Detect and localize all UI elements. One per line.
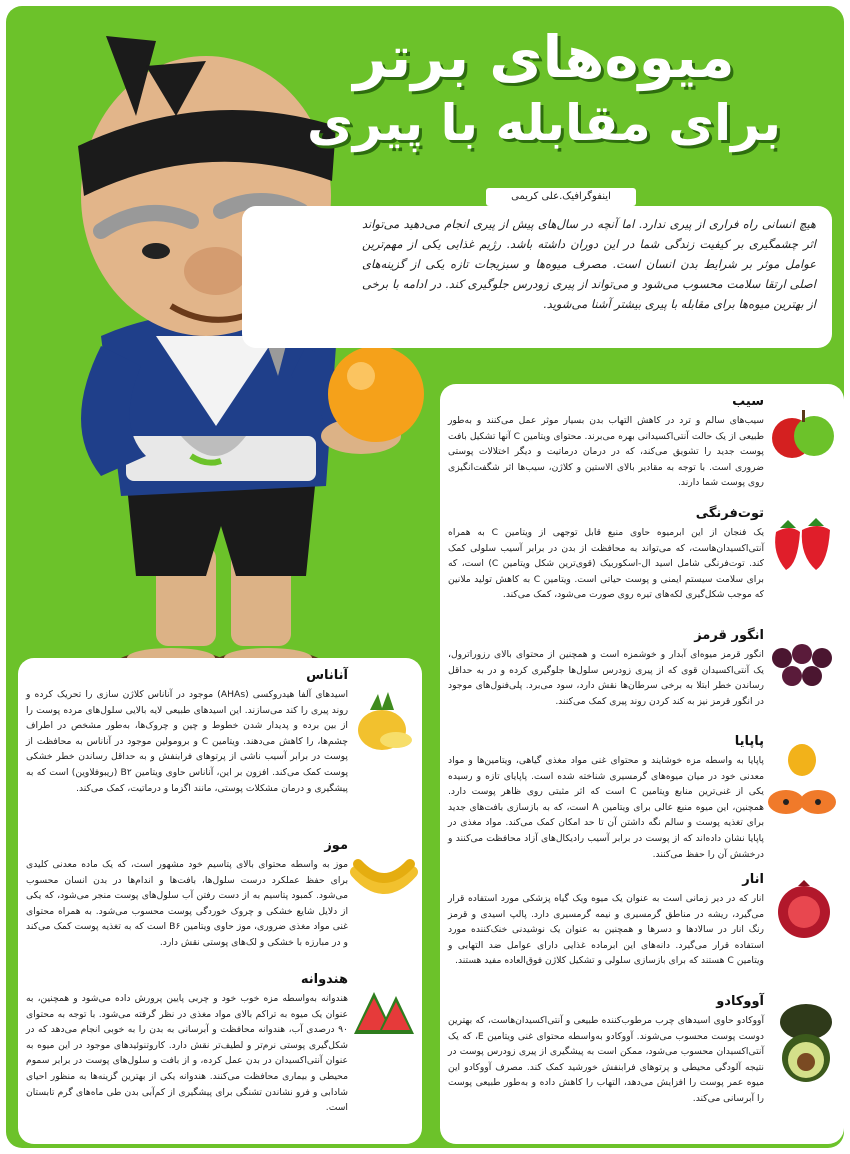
fruit-section-banana: [26, 838, 348, 951]
fruit-name: سیب: [732, 394, 764, 409]
intro-box: [242, 206, 832, 348]
banana-icon: [350, 852, 418, 902]
orange-icon: [328, 346, 424, 442]
papaya-icon: [764, 742, 840, 822]
fruit-name: انگور قرمز: [694, 628, 764, 643]
fruit-description: پاپایا به واسطه مزه خوشایند و محتوای غنی مواد مغذی گیاهی، ویتامین‌ها و مواد معدنی خود در میان میوه‌های گرمسیری شناخته شده است. پاپایای تازه و رسیده یکی از غنی‌ترین منابع ویتامین C است که اثر مثبتی روی ظاهر پوست دارد. همچنین، این میوه منبع عالی برای ویتامین A است، که به بازسازی بافت‌های جدید برای تغذیه پوست و سالم نگه داشتن آن تا حد امکان کمک می‌کند. مواد مغذی در پاپایا نشان داده‌اند که از پوست در برابر آسیب رادیکال‌های آزاد محافظت می‌کنند و درخشش آن را حفظ می‌کنند.: [448, 755, 765, 860]
watermelon-icon: [350, 986, 418, 1042]
apple-icon: [766, 404, 838, 464]
fruit-section-apple: [448, 394, 764, 491]
pineapple-icon: [350, 690, 418, 754]
fruit-description: هندوانه به‌واسطه مزه خوب خود و چربی پایین پرورش داده می‌شود و همچنین، به عنوان یک میوه به تراکم بالای مواد مغذی در نظر گرفته می‌شود. با توجه به محتوای ۹۰ درصدی آب، هندوانه محافظت و آبرسانی به بدن را به خوبی انجام می‌دهد که در شکل‌گیری پوستی نرم‌تر و لطیف‌تر نقش دارد. کاروتنوئید‌های موجود در این میوه به عنوان آنتی‌اکسیدان در بدن عمل کرده، و از بافت و سلول‌های پوست در برابر سموم محیطی و بیماری محافظت می‌کنند. هندوانه یکی از بهترین گزینه‌ها به منظور احیای شادابی و فرو نشاندن تشنگی برای پیشگیری از کم‌آبی بدن طی ماه‌های گرم تابستان است.: [26, 993, 348, 1114]
fruit-name: موز: [324, 838, 348, 853]
fruit-name: آناناس: [306, 668, 348, 683]
fruit-name: آووکادو: [716, 994, 764, 1009]
avocado-icon: [770, 1000, 840, 1086]
strawberry-icon: [768, 514, 838, 574]
credit-label: اینفوگرافیک.علی کریمی: [486, 188, 636, 206]
fruit-name: توت‌فرنگی: [695, 506, 764, 521]
pomegranate-icon: [768, 878, 840, 942]
fruit-section-avocado: [448, 994, 764, 1107]
fruit-name: هندوانه: [300, 972, 348, 987]
fruit-description: آووکادو حاوی اسیدهای چرب مرطوب‌کننده طبیعی و آنتی‌اکسیدان‌هاست، که بهترین دوست پوست محسوب می‌شوند. آووکادو به‌واسطه محتوای غنی ویتامین E، که یک آنتی‌اکسیدان محسوب می‌شود، ممکن است به پیشگیری از پیری زودرس پوست در نتیجه آلودگی محیطی و پرتوهای فرابنفش خورشید کمک کند. مصرف آووکادو این میوه عمر پوست را افزایش می‌دهد، التهاب را کاهش داده و به‌طور طبیعی پوست را آبرسانی می‌کند.: [448, 1015, 764, 1104]
fruit-description: اسیدهای آلفا هیدروکسی (AHAs) موجود در آناناس کلاژن سازی را تحریک کرده و روند پیری را کند می‌سازند. این اسیدهای طبیعی لایه بالایی سلول‌های مرده پوست را از بین برده و پدیدار شدن خطوط و چین و چروک‌ها، به‌طور مشخص در اطراف چشم‌ها، را کاهش می‌دهند. ویتامین C و برومولین موجود در آناناس به محافظت از پوست در برابر آسیب ناشی از پرتوهای فرابنفش و به حداقل رساندن خطر خشکی پوست کمک می‌کند. افزون بر این، آناناس حاوی ویتامین B۲ (ریبوفلاوین) است که به پیشگیری و درمان مشکلات پوستی، مانند اگزما و درماتیت، کمک می‌کند.: [26, 689, 348, 794]
fruit-description: انار که در دیر زمانی است به عنوان یک میوه ویک گیاه پزشکی مورد استفاده قرار می‌گیرد، ریشه در مناطق گرمسیری و نیمه گرمسیری دارد. پالپ اسیدی و قرمز رنگ انار در سالاد‌ها و دسرها و همچنین به عنوان یک نوشیدنی خنک‌کننده مورد استفاده قرار می‌گیرد. دانه‌های این ابرماده غذایی دارای عوامل ضد التهابی و ویتامین C هستند که برای بازسازی سلولی و تشکیل کلاژن فوق‌العاده مفید هستند.: [448, 893, 764, 967]
title-line-2: برای مقابله با پیری: [307, 94, 781, 152]
fruit-description: سیب‌های سالم و ترد در کاهش التهاب بدن بسیار موثر عمل می‌کنند و به‌طور طبیعی از یک حالت آنتی‌اکسیدانی بهره می‌برند. محتوای ویتامین C آنها تشکیل بافت پوست جدید را تشویق می‌کند، که در درمان درماتیت و دیگر اختلالات پوستی ضروری است. با توجه به مقادیر بالای الاستین و کلاژن، سیب‌ها اثر شگفت‌انگیزی روی پوست شما دارند.: [448, 415, 765, 489]
fruit-section-papaya: [448, 734, 764, 862]
fruit-description: موز به واسطه محتوای بالای پتاسیم خود مشهور است، که یک ماده معدنی کلیدی برای حفظ عملکرد درست سلول‌ها، بافت‌ها و اندام‌ها در بدن انسان محسوب می‌شود. کمبود پتاسیم به از دست رفتن آب سلول‌های پوست منجر می‌شود، که یکی از دلایل شایع خشکی و چروک خوردگی پوست محسوب می‌شود. به همراه محتوای غنی مواد مغذی ضروری، موز حاوی ویتامین B۶ است که به تغذیه پوست کمک می‌کند و در مبارزه با خشکی و لک‌های پوستی نقش دارد.: [26, 859, 348, 948]
infographic-frame: [6, 6, 844, 1148]
fruit-section-watermelon: [26, 972, 348, 1116]
fruit-section-red-grape: [448, 628, 764, 709]
fruit-description: انگور قرمز میوه‌ای آبدار و خوشمزه است و همچنین از محتوای بالای رزوراترول، یک آنتی‌اکسیدان قوی که از پیری زودرس سلول‌ها جلوگیری کرده و در به حداقل رساندن خطر ابتلا به برخی سرطان‌ها نقش دارد، سود می‌برد. پلی‌فنول‌های موجود در انگور قرمز نیز به کند کردن روند پیری کمک می‌کنند.: [448, 649, 764, 707]
main-title: [284, 23, 804, 152]
fruit-section-pineapple: [26, 668, 348, 796]
intro-text: هیچ انسانی راه فراری از پیری ندارد. اما آنچه در سال‌های پیش از پیری انجام می‌دهید می‌تواند اثر چشمگیری بر کیفیت زندگی شما در این دوران داشته باشد. رژیم غذایی یکی از مهم‌ترین عوامل موثر بر شرایط بدن انسان است. مصرف میوه‌ها و سبزیجات تازه یکی از گزینه‌های اصلی ارتقا سلامت محسوب می‌شود و می‌تواند از پیری زودرس جلوگیری کند. در ادامه با برخی از بهترین میوه‌ها برای مقابله با پیری بیشتر آشنا می‌شوید.: [362, 217, 816, 311]
fruit-description: یک فنجان از این ابرمیوه حاوی منبع قابل توجهی از ویتامین C به همراه آنتی‌اکسیدان‌هاست، که می‌تواند به محافظت از بدن در برابر آسیب سلولی کمک کند. توت‌فرنگی شامل اسید ال-اسکوربیک (قوی‌ترین شکل ویتامین C) است، که برای سلامت سیستم ایمنی و پوست حیاتی است. ویتامین C به کاهش تولید ملانین که موجب شکل‌گیری لکه‌های تیره روی صورت می‌شود، کمک می‌کند.: [448, 527, 764, 601]
title-line-1: میوه‌های برتر: [353, 23, 735, 91]
fruit-section-strawberry: [448, 506, 764, 603]
fruit-name: پاپایا: [734, 734, 764, 749]
fruit-section-pomegranate: [448, 872, 764, 969]
grape-icon: [768, 634, 838, 694]
fruit-name: انار: [742, 872, 764, 887]
